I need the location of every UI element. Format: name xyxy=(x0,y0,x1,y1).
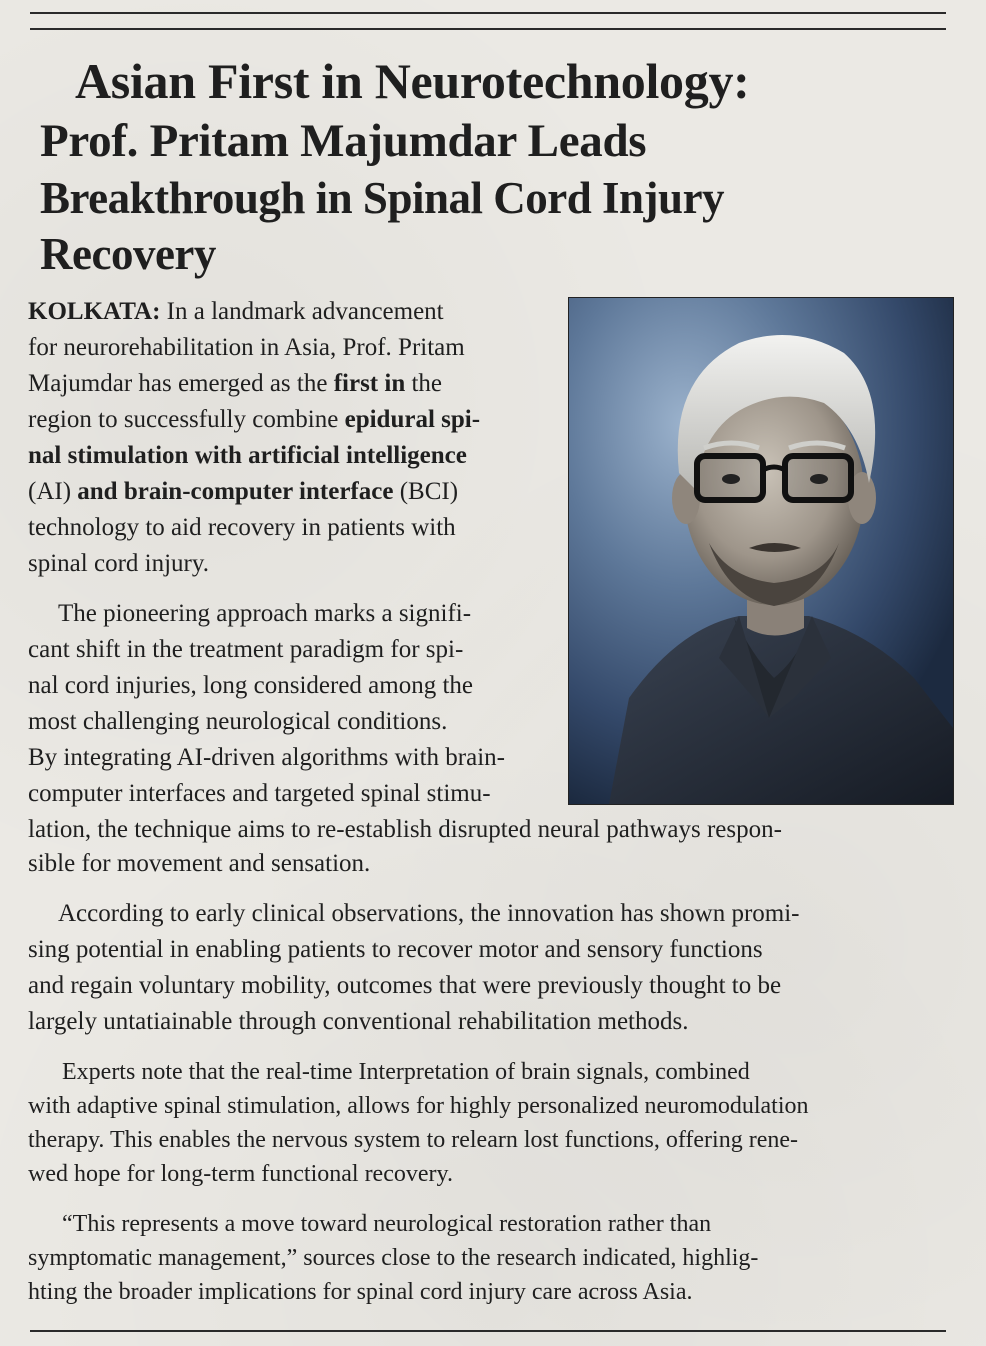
para1-line-4-a: region to successfully combine xyxy=(28,406,345,433)
para3-line-2: sing potential in enabling patients to recover motor and sensory functions xyxy=(28,936,763,963)
para1-line-1 xyxy=(28,297,444,327)
para1-line-6-a: (AI) xyxy=(28,478,78,505)
para3-line-4: largely untatiainable through conventional rehabilitation methods. xyxy=(28,1008,689,1035)
top-rule-secondary xyxy=(30,28,946,30)
portrait-illustration xyxy=(569,298,953,804)
dateline: KOLKATA: xyxy=(28,298,161,325)
para5-line-3: hting the broader implications for spinal cord injury care across Asia. xyxy=(28,1279,693,1305)
para1-line-6-bold: and brain-computer interface xyxy=(77,478,394,505)
para1-line-3 xyxy=(28,369,442,399)
para4-line-3: therapy. This enables the nervous system to relearn lost functions, offering rene- xyxy=(28,1127,799,1153)
headline-line-2: Prof. Pritam Majumdar Leads xyxy=(40,115,647,167)
para1-line-2: for neurorehabilitation in Asia, Prof. Pritam xyxy=(28,334,465,361)
para2-line-2: cant shift in the treatment paradigm for spi- xyxy=(28,636,464,663)
para1-line-4 xyxy=(28,405,480,435)
headline-line-1: Asian First in Neurotechnology: xyxy=(75,53,750,109)
para3-line-1: According to early clinical observations, the innovation has shown promi- xyxy=(58,900,800,927)
para2-line-1: The pioneering approach marks a signifi- xyxy=(58,600,472,627)
para1-line-7: technology to aid recovery in patients with xyxy=(28,514,456,541)
para2-line-3: nal cord injuries, long considered among the xyxy=(28,672,474,699)
bottom-rule xyxy=(30,1330,946,1332)
para2-line-6: computer interfaces and targeted spinal stimu- xyxy=(28,780,491,807)
para1-line-4-bold: epidural spi- xyxy=(344,406,481,433)
para1-line-6-c: (BCI) xyxy=(393,478,459,505)
headline-line-3: Breakthrough in Spinal Cord Injury xyxy=(40,173,725,223)
para2-line-4: most challenging neurological conditions. xyxy=(28,708,448,735)
para2-line-8: sible for movement and sensation. xyxy=(28,850,371,877)
para2-line-5: By integrating AI-driven algorithms with brain- xyxy=(28,744,505,771)
para4-line-1: Experts note that the real-time Interpretation of brain signals, combined xyxy=(62,1059,750,1085)
para4-line-2: with adaptive spinal stimulation, allows for highly personalized neuromodulation xyxy=(28,1093,809,1119)
para1-line-3-c: the xyxy=(405,370,443,397)
top-rule xyxy=(30,12,946,14)
para1-line-3-a: Majumdar has emerged as the xyxy=(28,370,334,397)
portrait-photo xyxy=(568,297,954,805)
para2-line-7: lation, the technique aims to re-establish disrupted neural pathways respon- xyxy=(28,816,782,843)
para5-line-1: “This represents a move toward neurological restoration rather than xyxy=(62,1211,712,1237)
para1-line-1-text: In a landmark advancement xyxy=(160,298,444,325)
para1-line-5: nal stimulation with artificial intelligence xyxy=(28,442,467,469)
para1-line-8: spinal cord injury. xyxy=(28,550,209,577)
para1-line-3-bold: first in xyxy=(333,370,406,397)
headline-line-4: Recovery xyxy=(40,229,216,279)
para5-line-2: symptomatic management,” sources close to the research indicated, highlig- xyxy=(28,1245,759,1271)
para4-line-4: wed hope for long-term functional recovery. xyxy=(28,1161,453,1187)
para3-line-3: and regain voluntary mobility, outcomes that were previously thought to be xyxy=(28,972,782,999)
para1-line-6 xyxy=(28,477,458,507)
